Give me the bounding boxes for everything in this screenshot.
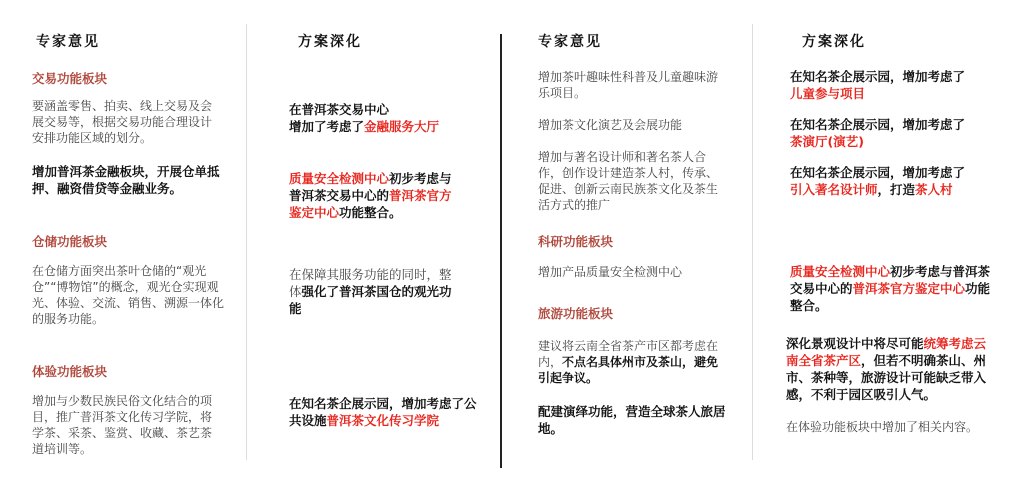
trade-bold: 增加普洱茶金融板块，开展仓单抵押、融资借贷等金融业务。 [32, 164, 220, 196]
highlight-tea-hall: 茶演厅(演艺) [790, 134, 864, 149]
deepen-finance-line2: 增加了考虑了 [289, 119, 365, 134]
header-expert-2: 专家意见 [538, 34, 602, 50]
highlight-finance-hall: 金融服务大厅 [364, 119, 440, 134]
deepen-quality-text-c: 功能整合。 [339, 205, 402, 220]
deepen2-designer [790, 164, 990, 198]
expert2-designer: 增加与著名设计师和著名茶人合作，创作设计建造茶人村，传承、促进、创新云南民族茶文化及茶生活方式的推广 [538, 150, 719, 212]
deepen2-quality-text-a: 初步考虑与普洱茶交易中心的 [790, 264, 991, 296]
trade-text: 要涵盖零售、拍卖、线上交易及会展交易等，根据交易功能合理设计安排功能区域的划分。 [32, 99, 213, 145]
highlight-official-appraisal: 普洱茶官方鉴定中心 [289, 188, 452, 220]
divider-3 [752, 24, 753, 460]
header-deepen-1: 方案深化 [298, 34, 362, 50]
deepen-finance [289, 101, 469, 135]
highlight-official-appraisal-2: 普洱茶官方鉴定中心 [852, 281, 966, 296]
expert2-performance: 增加茶文化演艺及会展功能 [538, 118, 683, 132]
storage-text: 在仓储方面突出茶叶仓储的“观光仓”“博物馆”的概念，观光仓实现观光、体验、交流、销售、溯源一体化的服务功能。 [32, 264, 225, 326]
deepen2-quality-text-b: 功能整合。 [790, 281, 991, 313]
deepen-academy [289, 395, 485, 429]
highlight-yunnan-tea: 统筹考虑云南全省茶产区 [786, 336, 987, 368]
divider-center [500, 34, 502, 468]
highlight-quality-center-2: 质量安全检测中心 [790, 264, 891, 279]
expert2-quality: 增加产品质量安全检测中心 [538, 265, 683, 279]
deepen-storage [289, 266, 459, 317]
deepen-storage-text-a: 在保障其服务功能的同时，整体 [289, 267, 452, 299]
deepen-quality [289, 170, 461, 221]
deepen-quality-text-b: 与普洱茶交易中心的 [289, 171, 452, 203]
highlight-kids: 儿童参与项目 [790, 86, 866, 101]
expert2-perform-build: 配建演绎功能，营造全球茶人旅居地。 [538, 404, 726, 436]
header-expert-1: 专家意见 [36, 34, 100, 50]
header-deepen-2: 方案深化 [802, 34, 866, 50]
highlight-designer: 引入著名设计师 [790, 182, 878, 197]
deepen2-hall [790, 116, 990, 150]
deepen2-landscape [786, 335, 996, 403]
deepen2-landscape-text-a: 深化景观设计中将尽可能 [786, 336, 924, 351]
deepen-storage-text-b: 强化了普洱茶国仓的观光功能 [289, 284, 452, 316]
highlight-academy: 普洱茶文化传习学院 [326, 413, 440, 428]
deepen2-designer-text-b: ，打造 [877, 182, 916, 197]
deepen-academy-text: 在知名茶企展示园，增加考虑了公共设施 [289, 396, 477, 428]
experience-text: 增加与少数民族民俗文化结合的项目，推广普洱茶文化传习学院，将学茶、采茶、鉴赏、收藏、茶艺茶道培训等。 [32, 394, 213, 456]
expert2-tour [538, 338, 730, 386]
expert2-tour-text: 建议将云南全省茶产市区都考虑在内， [538, 339, 719, 369]
deepen2-designer-text: 在知名茶企展示园，增加考虑了 [790, 165, 966, 180]
deepen2-hall-text: 在知名茶企展示园，增加考虑了 [790, 117, 966, 132]
deepen2-kids [790, 68, 990, 102]
deepen2-experience: 在体验功能板块中增加了相关内容。 [786, 420, 979, 434]
expert2-tour-bold: 不点名具体州市及茶山，避免引起争议。 [538, 355, 719, 385]
section-storage: 仓储功能板块 [32, 234, 108, 249]
deepen-quality-text-a: 初步考虑 [389, 171, 440, 186]
expert2-kids: 增加茶叶趣味性科普及儿童趣味游乐项目。 [538, 70, 719, 100]
section-experience: 体验功能板块 [32, 364, 108, 379]
section-tour: 旅游功能板块 [538, 306, 614, 321]
highlight-quality-center: 质量安全检测中心 [289, 171, 390, 186]
deepen2-landscape-text-b: ，但若不明确茶山、州市、茶种等，旅游设计可能缺乏带入感，不利于园区吸引人气。 [786, 353, 987, 402]
divider-1 [246, 24, 247, 460]
section-research: 科研功能板块 [538, 234, 614, 249]
highlight-tea-village: 茶人村 [915, 182, 953, 197]
deepen2-kids-text: 在知名茶企展示园，增加考虑了 [790, 69, 966, 84]
deepen-finance-line1: 在普洱茶交易中心 [289, 102, 390, 117]
section-trade: 交易功能板块 [32, 71, 108, 86]
deepen2-quality [790, 263, 996, 314]
